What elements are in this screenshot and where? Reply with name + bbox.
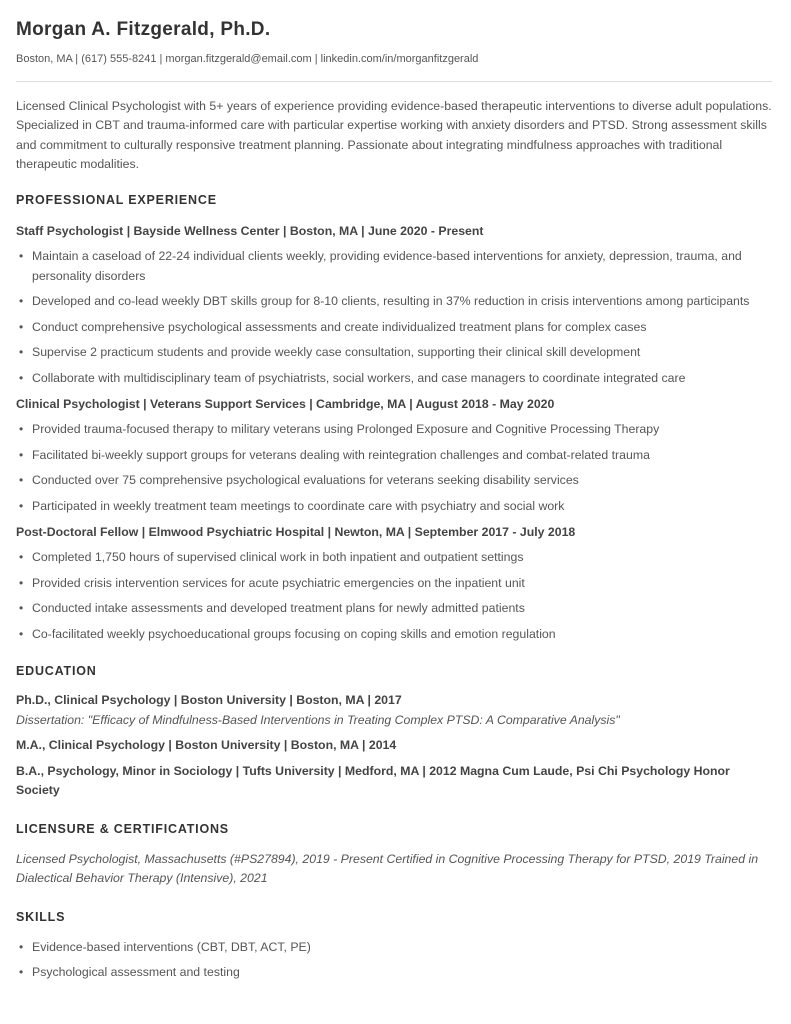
- bullet-icon: •: [19, 626, 24, 641]
- bullet-icon: •: [19, 550, 24, 565]
- licensure-text: Licensed Psychologist, Massachusetts (#PS27894), 2019 - Present Certified in Cognitive Processing Therapy for PTSD, 2019 Trained in Dialectical Behavior Therapy (Intensive), 2021: [16, 851, 759, 886]
- list-item: [16, 369, 767, 389]
- job-bullets-staff-psychologist: [16, 247, 775, 388]
- list-item: [16, 343, 767, 363]
- bullet-icon: •: [19, 345, 24, 360]
- bullet-text: Participated in weekly treatment team meetings to coordinate care with psychiatry and social work: [32, 498, 565, 513]
- list-item: [16, 938, 767, 958]
- list-item: [16, 548, 767, 568]
- bullet-text: Supervise 2 practicum students and provide weekly case consultation, supporting their clinical skill development: [32, 345, 641, 360]
- bullet-text: Co-facilitated weekly psychoeducational groups focusing on coping skills and emotion regulation: [32, 626, 556, 641]
- bullet-text: Provided crisis intervention services for acute psychiatric emergencies on the inpatient unit: [32, 575, 525, 590]
- list-item: [16, 599, 767, 619]
- section-title-skills: SKILLS: [16, 909, 66, 924]
- bullet-icon: •: [19, 422, 24, 437]
- bullet-icon: •: [19, 498, 24, 513]
- bullet-icon: •: [19, 294, 24, 309]
- bullet-text: Conducted intake assessments and developed treatment plans for newly admitted patients: [32, 601, 525, 616]
- list-item: [16, 446, 767, 466]
- section-title-licensure: LICENSURE & CERTIFICATIONS: [16, 821, 229, 836]
- list-item: [16, 318, 767, 338]
- bullet-icon: •: [19, 575, 24, 590]
- list-item: [16, 963, 767, 983]
- professional-summary: Licensed Clinical Psychologist with 5+ years of experience providing evidence-based therapeutic interventions to diverse adult populations. Specialized in CBT and trauma-informed care with particular expertise working with anxiety disorders and PTSD. Strong assessment skills and commitment to culturally responsive treatment planning. Passionate about integrating mindfulness approaches with traditional therapeutic modalities.: [16, 99, 772, 171]
- bullet-text: Conduct comprehensive psychological assessments and create individualized treatment plans for complex cases: [32, 319, 647, 334]
- bullet-text: Collaborate with multidisciplinary team of psychiatrists, social workers, and case managers to coordinate integrated care: [32, 370, 686, 385]
- skills-list: [16, 938, 775, 983]
- education-ma: M.A., Clinical Psychology | Boston University | Boston, MA | 2014: [16, 738, 397, 753]
- list-item: [16, 420, 767, 440]
- bullet-icon: •: [19, 319, 24, 334]
- education-dissertation: Dissertation: "Efficacy of Mindfulness-Based Interventions in Treating Complex PTSD: A Comparative Analysis": [16, 712, 620, 727]
- bullet-text: Provided trauma-focused therapy to military veterans using Prolonged Exposure and Cognitive Processing Therapy: [32, 422, 660, 437]
- section-title-experience: PROFESSIONAL EXPERIENCE: [16, 193, 217, 208]
- list-item: [16, 247, 767, 286]
- bullet-icon: •: [19, 601, 24, 616]
- bullet-icon: •: [19, 473, 24, 488]
- education-ba: B.A., Psychology, Minor in Sociology | Tufts University | Medford, MA | 2012 Magna Cum Laude, Psi Chi Psychology Honor Society: [16, 763, 730, 798]
- bullet-icon: •: [19, 939, 24, 954]
- bullet-text: Maintain a caseload of 22-24 individual clients weekly, providing evidence-based interventions for anxiety, depression, trauma, and personality disorders: [32, 249, 742, 283]
- job-bullets-clinical-psychologist: [16, 420, 775, 516]
- skill-text: Psychological assessment and testing: [32, 965, 240, 980]
- bullet-text: Completed 1,750 hours of supervised clinical work in both inpatient and outpatient settings: [32, 550, 524, 565]
- bullet-icon: •: [19, 370, 24, 385]
- job-heading-clinical-psychologist: Clinical Psychologist | Veterans Support Services | Cambridge, MA | August 2018 - May 2020: [16, 397, 555, 412]
- list-item: [16, 574, 767, 594]
- education-phd: Ph.D., Clinical Psychology | Boston University | Boston, MA | 2017: [16, 693, 402, 708]
- bullet-text: Facilitated bi-weekly support groups for veterans dealing with reintegration challenges and combat-related trauma: [32, 447, 650, 462]
- bullet-text: Developed and co-lead weekly DBT skills group for 8-10 clients, resulting in 37% reduction in crisis interventions among participants: [32, 294, 750, 309]
- list-item: [16, 292, 767, 312]
- skill-text: Evidence-based interventions (CBT, DBT, ACT, PE): [32, 939, 311, 954]
- bullet-text: Conducted over 75 comprehensive psychological evaluations for veterans seeking disability services: [32, 473, 579, 488]
- list-item: [16, 625, 767, 645]
- contact-info: Boston, MA | (617) 555-8241 | morgan.fitzgerald@email.com | linkedin.com/in/morganfitzgerald: [16, 53, 479, 65]
- candidate-name: Morgan A. Fitzgerald, Ph.D.: [16, 19, 271, 40]
- header-divider: [16, 81, 772, 82]
- section-title-education: EDUCATION: [16, 664, 97, 679]
- job-heading-post-doctoral-fellow: Post-Doctoral Fellow | Elmwood Psychiatric Hospital | Newton, MA | September 2017 - July 2018: [16, 525, 576, 540]
- bullet-icon: •: [19, 965, 24, 980]
- list-item: [16, 497, 767, 517]
- job-heading-staff-psychologist: Staff Psychologist | Bayside Wellness Center | Boston, MA | June 2020 - Present: [16, 224, 484, 239]
- bullet-icon: •: [19, 249, 24, 264]
- job-bullets-post-doctoral-fellow: [16, 548, 775, 644]
- bullet-icon: •: [19, 447, 24, 462]
- list-item: [16, 471, 767, 491]
